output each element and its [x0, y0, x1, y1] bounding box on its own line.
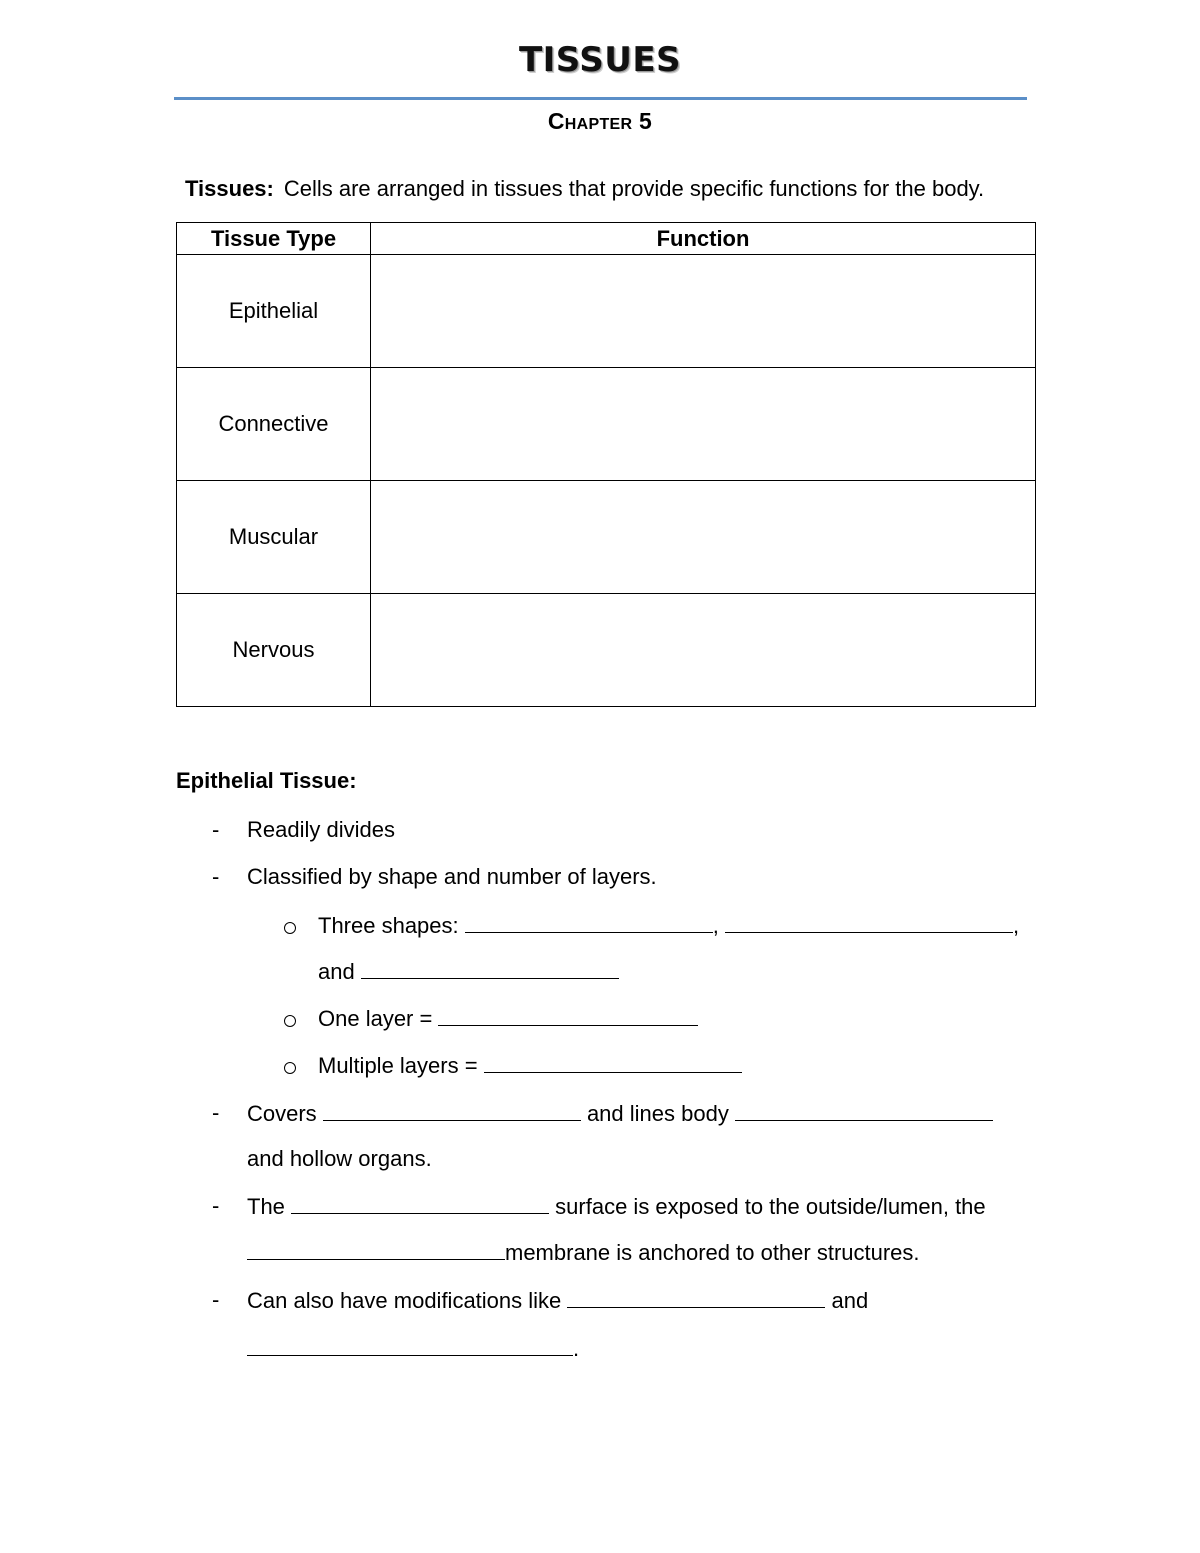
bullet-surface [247, 1191, 986, 1221]
tissue-type-cell: Connective [177, 368, 371, 481]
blank-membrane[interactable] [247, 1237, 505, 1260]
membrane-text: membrane is anchored to other structures. [505, 1240, 920, 1265]
multiple-layers-label: Multiple layers = [318, 1053, 478, 1078]
epithelial-heading: Epithelial Tissue: [176, 768, 357, 793]
column-header-function: Function [371, 223, 1036, 255]
blank-multiple-layers[interactable] [484, 1050, 742, 1073]
circle-bullet-icon [284, 922, 296, 934]
bullet-readily-divides: Readily divides [247, 817, 395, 842]
page-title: TISSUES [518, 40, 682, 80]
bullet-modifications-cont [247, 1333, 579, 1363]
dash-bullet: - [212, 817, 220, 842]
tissue-type-cell: Epithelial [177, 255, 371, 368]
one-layer-label: One layer = [318, 1006, 433, 1031]
comma-separator: , [1013, 913, 1020, 938]
table-header-row [177, 223, 1036, 255]
covers-text: Covers [247, 1101, 317, 1126]
blank-one-layer[interactable] [438, 1003, 698, 1026]
chapter-heading: Chapter 5 [547, 108, 653, 134]
sub-three-shapes-cont [318, 956, 619, 986]
and-word: and [318, 959, 355, 984]
intro-text: Cells are arranged in tissues that provide specific functions for the body. [283, 176, 985, 201]
lines-body-text: and lines body [586, 1101, 729, 1126]
bullet-modifications [247, 1285, 868, 1315]
and-word: and [831, 1288, 869, 1313]
bullet-covers [247, 1098, 993, 1128]
dash-bullet: - [212, 1100, 220, 1125]
intro-sentence [185, 176, 984, 202]
function-cell[interactable] [371, 368, 1036, 481]
circle-bullet-icon [284, 1015, 296, 1027]
blank-shape-1[interactable] [465, 910, 713, 933]
blank-modification-1[interactable] [567, 1285, 825, 1308]
blank-shape-3[interactable] [361, 956, 619, 979]
three-shapes-label: Three shapes: [318, 913, 459, 938]
blank-covers[interactable] [323, 1098, 581, 1121]
title-divider [174, 97, 1027, 100]
tissue-table [176, 222, 1036, 707]
blank-lines-body[interactable] [735, 1098, 993, 1121]
circle-bullet-icon [284, 1062, 296, 1074]
blank-modification-2[interactable] [247, 1333, 573, 1356]
tissue-type-cell: Muscular [177, 481, 371, 594]
function-cell[interactable] [371, 481, 1036, 594]
dash-bullet: - [212, 1193, 220, 1218]
table-row [177, 481, 1036, 594]
column-header-tissue-type: Tissue Type [177, 223, 371, 255]
function-cell[interactable] [371, 594, 1036, 707]
period-mark: . [573, 1336, 580, 1361]
intro-label: Tissues: [185, 176, 274, 201]
table-row [177, 594, 1036, 707]
blank-surface[interactable] [291, 1191, 549, 1214]
tissue-type-cell: Nervous [177, 594, 371, 707]
modifications-text: Can also have modifications like [247, 1288, 562, 1313]
sub-three-shapes [318, 910, 1019, 940]
bullet-surface-cont [247, 1237, 920, 1267]
bullet-classified: Classified by shape and number of layers. [247, 864, 657, 889]
surface-text: surface is exposed to the outside/lumen, the [555, 1194, 986, 1219]
comma-separator: , [712, 913, 719, 938]
the-text: The [247, 1194, 285, 1219]
sub-one-layer [318, 1003, 698, 1033]
table-row [177, 368, 1036, 481]
function-cell[interactable] [371, 255, 1036, 368]
dash-bullet: - [212, 1287, 220, 1312]
sub-multiple-layers [318, 1050, 742, 1080]
dash-bullet: - [212, 864, 220, 889]
bullet-covers-cont: and hollow organs. [247, 1146, 432, 1171]
table-row [177, 255, 1036, 368]
blank-shape-2[interactable] [725, 910, 1013, 933]
